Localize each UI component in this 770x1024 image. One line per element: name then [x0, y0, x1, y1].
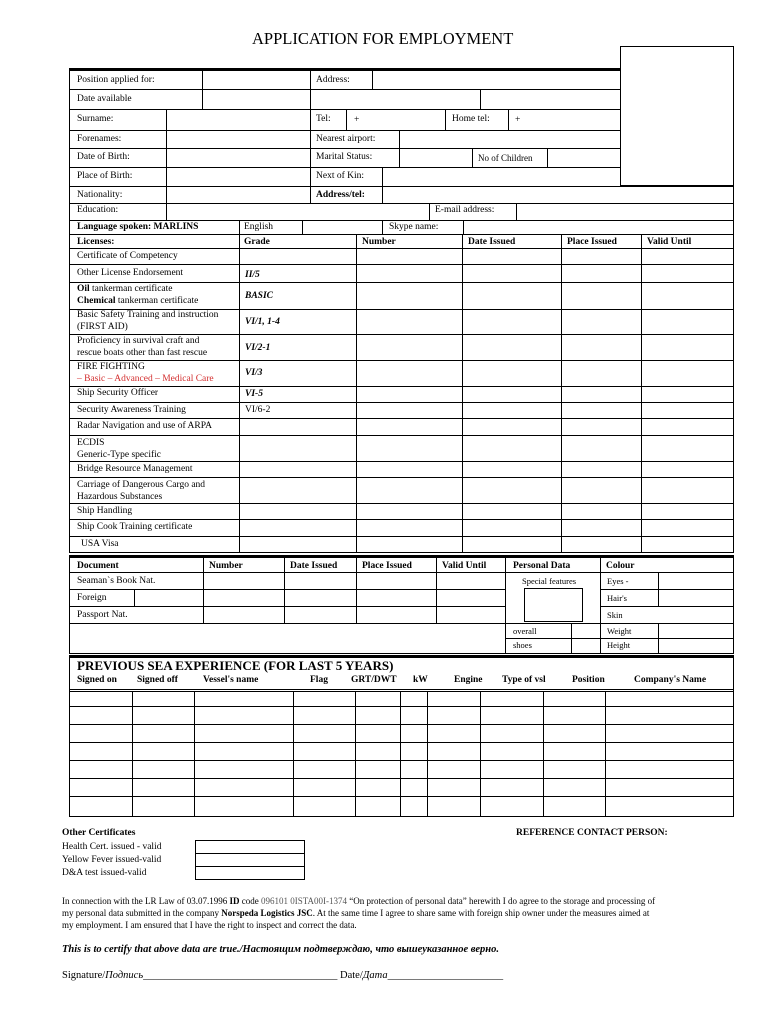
- license-row-label: Ship Handling: [77, 506, 133, 516]
- home-tel-label: Home tel:: [452, 114, 490, 124]
- personal-data-header: Personal Data: [513, 561, 571, 571]
- health-cert-field[interactable]: [195, 840, 305, 854]
- license-row-label: USA Visa: [81, 539, 119, 549]
- kw-header: kW: [413, 675, 428, 685]
- license-row-grade: VI-5: [245, 389, 263, 399]
- pob-label: Place of Birth:: [77, 171, 133, 181]
- valid-until-header: Valid Until: [647, 237, 692, 247]
- reference-contact-label: REFERENCE CONTACT PERSON:: [516, 828, 668, 838]
- overall-label: overall: [513, 626, 537, 636]
- date-issued-header: Date Issued: [468, 237, 516, 247]
- no-of-children-label: No of Children: [478, 153, 533, 163]
- vessel-name-header: Vessel's name: [203, 675, 259, 685]
- special-features-label: Special features: [522, 576, 577, 586]
- email-label: E-mail address:: [435, 205, 495, 215]
- colour-header: Colour: [606, 561, 635, 571]
- yellow-fever-label: Yellow Fever issued-valid: [62, 855, 162, 865]
- certify-statement: This is to certify that above data are true./Настоящим подтверждаю, что вышеуказанное верно.: [62, 944, 499, 955]
- document-row-label: Passport Nat.: [77, 610, 128, 620]
- document-row-label: Foreign: [77, 593, 107, 603]
- license-row-grade: VI/1, 1-4: [245, 317, 280, 327]
- date-issued-header: Date Issued: [290, 561, 338, 571]
- grade-header: Grade: [244, 237, 270, 247]
- license-row-grade: VI/2-1: [245, 343, 271, 353]
- chemical-word: Chemical: [77, 296, 116, 306]
- number-header: Number: [209, 561, 243, 571]
- consent-l1-d: 096101 0ISTA00I-1374: [260, 896, 348, 906]
- license-row-label: ECDIS: [77, 438, 105, 448]
- height-label: Height: [607, 640, 631, 650]
- license-row-label: (FIRST AID): [77, 322, 128, 332]
- home-tel-plus: +: [515, 115, 521, 125]
- consent-l1-c: code: [239, 896, 261, 906]
- chemical-rest: tankerman certificate: [115, 296, 199, 306]
- address-tel-label: Address/tel:: [316, 190, 365, 200]
- license-row-label: Ship Security Officer: [77, 388, 159, 398]
- date-row: [340, 970, 503, 982]
- language-label: Language spoken: MARLINS: [77, 222, 199, 232]
- consent-l2-b: Norspeda Logistics JSC: [221, 908, 313, 918]
- document-header: Document: [77, 561, 119, 571]
- grt-dwt-header: GRT/DWT: [351, 675, 397, 685]
- license-row-label: [77, 284, 172, 295]
- license-row-grade: BASIC: [245, 291, 273, 301]
- place-issued-header: Place Issued: [362, 561, 412, 571]
- address-label: Address:: [316, 75, 350, 85]
- signature-label-ru: Подпись: [105, 970, 144, 981]
- oil-rest: tankerman certificate: [89, 284, 173, 294]
- engine-header: Engine: [454, 675, 483, 685]
- eyes-label: Eyes -: [607, 576, 629, 586]
- english-label: English: [244, 222, 274, 232]
- shoes-label: shoes: [513, 640, 532, 650]
- licenses-header: Licenses:: [77, 237, 115, 247]
- surname-label: Surname:: [77, 114, 114, 124]
- consent-l1-a: In connection with the LR Law of 03.07.1996: [62, 896, 230, 906]
- consent-l2-c: . At the same time I agree to share same with foreign ship owner under the measures aimed at: [312, 908, 650, 918]
- nationality-label: Nationality:: [77, 190, 123, 200]
- position-header: Position: [572, 675, 605, 685]
- company-name-header: Company's Name: [634, 675, 707, 685]
- tel-label: Tel:: [316, 114, 331, 124]
- signed-on-header: Signed on: [77, 675, 117, 685]
- da-test-label: D&A test issued-valid: [62, 868, 147, 878]
- signature-row: [62, 970, 337, 982]
- skin-label: Skin: [607, 610, 623, 620]
- license-row-label: Generic-Type specific: [77, 450, 161, 460]
- license-row-label: – Basic – Advanced – Medical Care: [77, 374, 214, 384]
- license-row-grade: VI/3: [245, 368, 263, 378]
- signed-off-header: Signed off: [137, 675, 178, 685]
- yellow-fever-field[interactable]: [195, 853, 305, 867]
- photo-box[interactable]: [620, 46, 734, 186]
- oil-word: Oil: [77, 284, 90, 294]
- consent-l1-e: “On protection of personal data” herewith I do agree to the storage and processing of: [347, 896, 656, 906]
- license-row-label: Security Awareness Training: [77, 405, 186, 415]
- number-header: Number: [362, 237, 396, 247]
- date-available-label: Date available: [77, 94, 132, 104]
- place-issued-header: Place Issued: [567, 237, 617, 247]
- license-row-grade: II/5: [245, 270, 260, 280]
- education-label: Education:: [77, 205, 119, 215]
- forenames-label: Forenames:: [77, 134, 122, 144]
- license-row-label: Bridge Resource Management: [77, 464, 193, 474]
- hairs-label: Hair's: [607, 593, 627, 603]
- marital-status-label: Marital Status:: [316, 152, 373, 162]
- weight-label: Weight: [607, 626, 632, 636]
- sea-experience-title: PREVIOUS SEA EXPERIENCE (FOR LAST 5 YEARS): [77, 658, 394, 673]
- consent-line-3: my employment. I am ensured that I have the right to inspect and correct the data.: [62, 920, 357, 930]
- next-of-kin-label: Next of Kin:: [316, 171, 365, 181]
- skype-label: Skype name:: [389, 222, 439, 232]
- tel-plus: +: [354, 115, 360, 125]
- date-label: Date/: [340, 970, 363, 981]
- license-row-label: FIRE FIGHTING: [77, 362, 145, 372]
- other-certificates-title: Other Certificates: [62, 828, 136, 838]
- license-row-label: Ship Cook Training certificate: [77, 522, 193, 532]
- valid-until-header: Valid Until: [442, 561, 487, 571]
- consent-l2-a: my personal data submitted in the company: [62, 908, 222, 918]
- license-row-label: [77, 296, 198, 307]
- type-vsl-header: Type of vsl: [502, 675, 546, 685]
- da-test-field[interactable]: [195, 866, 305, 880]
- license-row-label: Other License Endorsement: [77, 268, 184, 278]
- license-row-label: Hazardous Substances: [77, 492, 163, 502]
- consent-line-2: [62, 908, 649, 919]
- position-applied-label: Position applied for:: [77, 75, 155, 85]
- license-row-label: Basic Safety Training and instruction: [77, 310, 219, 320]
- flag-header: Flag: [310, 675, 328, 685]
- date-label-ru: Дата: [362, 970, 388, 981]
- license-row-label: Radar Navigation and use of ARPA: [77, 421, 213, 431]
- license-row-label: rescue boats other than fast rescue: [77, 348, 208, 358]
- nearest-airport-label: Nearest airport:: [316, 134, 376, 144]
- page-title: APPLICATION FOR EMPLOYMENT: [252, 29, 514, 48]
- consent-l1-b: ID: [229, 896, 240, 906]
- date-line[interactable]: ______________________: [387, 970, 504, 981]
- license-row-label: Certificate of Competency: [77, 251, 178, 261]
- license-row-grade: VI/6-2: [245, 405, 271, 415]
- document-row-label: Seaman`s Book Nat.: [77, 576, 156, 586]
- special-features-box[interactable]: [524, 588, 583, 622]
- license-row-label: Proficiency in survival craft and: [77, 336, 200, 346]
- health-cert-label: Health Cert. issued - valid: [62, 842, 162, 852]
- dob-label: Date of Birth:: [77, 152, 130, 162]
- license-row-label: Carriage of Dangerous Cargo and: [77, 480, 206, 490]
- consent-line-1: [62, 896, 655, 907]
- signature-line[interactable]: _____________________________________: [143, 970, 338, 981]
- signature-label: Signature/: [62, 970, 106, 981]
